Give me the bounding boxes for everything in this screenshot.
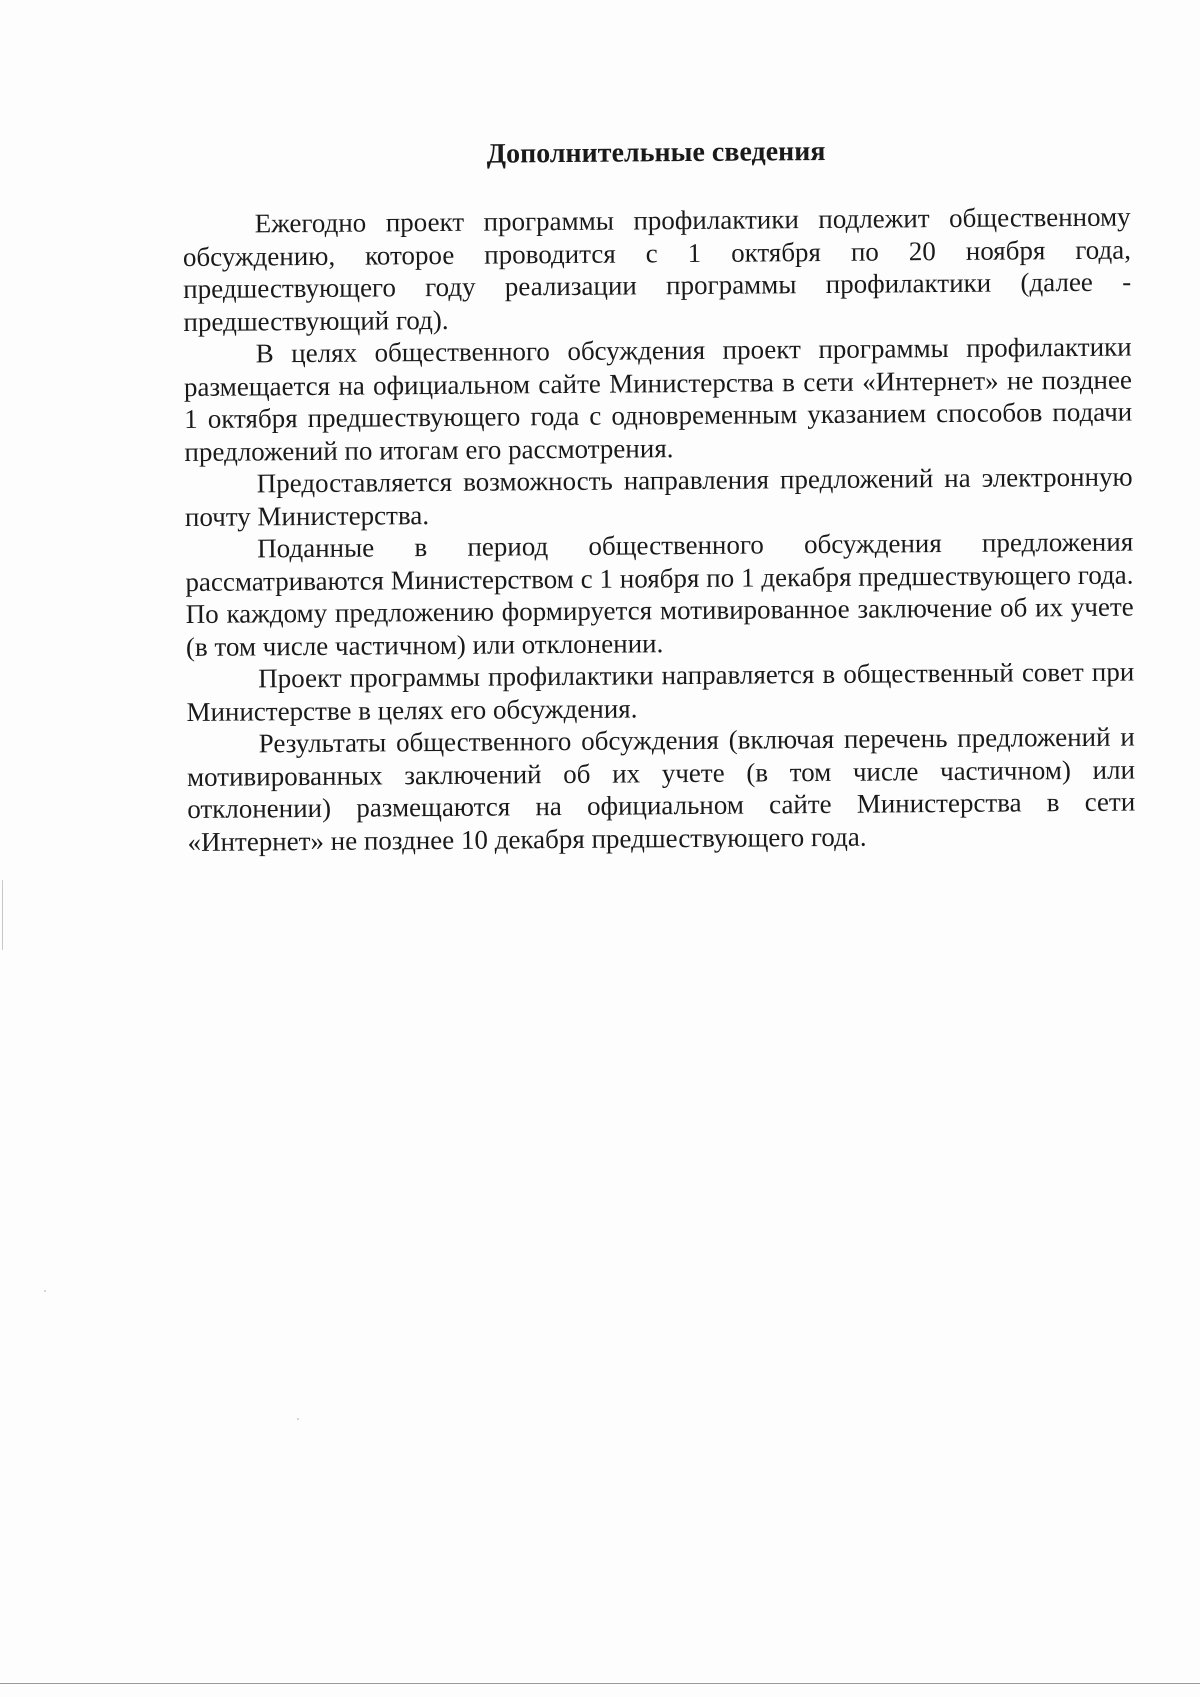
paragraph-public-discussion: Ежегодно проект программы профилактики подлежит общественному обсуждению, которое проводится с 1 октября по 20 ноября года, предшествующего году реализации программы профилактики (далее - предшествующий год). [182,201,1132,337]
paragraph-proposal-review: Поданные в период общественного обсуждения предложения рассматриваются Министерством с 1 ноября по 1 декабря предшествующего года. По каждому предложению формируется мотивированное заключение об их учете (в том числе частичном) или отклонении. [185,526,1134,662]
document-title: Дополнительные сведения [486,135,826,170]
paragraph-website-publication: В целях общественного обсуждения проект программы профилактики размещается на официальном сайте Министерства в сети «Интернет» не позднее 1 октября предшествующего года с одновременным указанием способов подачи предложений по итогам его рассмотрения. [183,331,1133,467]
paragraph-results-publication: Результаты общественного обсуждения (включая перечень предложений и мотивированных заключений об их учете (в том числе частичном) или отклонении) размещаются на официальном сайте Министерства в сети «Интернет» не позднее 10 декабря предшествующего года. [186,721,1136,857]
scan-speck [44,1290,46,1292]
paragraph-public-council: Проект программы профилактики направляется в общественный совет при Министерстве в целях его обсуждения. [186,656,1135,727]
scan-bottom-edge [0,1683,1200,1684]
document-body [182,133,1136,858]
paragraph-email-proposals: Предоставляется возможность направления предложений на электронную почту Министерства. [184,461,1133,532]
scan-speck [2,880,3,950]
scan-speck [297,1418,299,1420]
